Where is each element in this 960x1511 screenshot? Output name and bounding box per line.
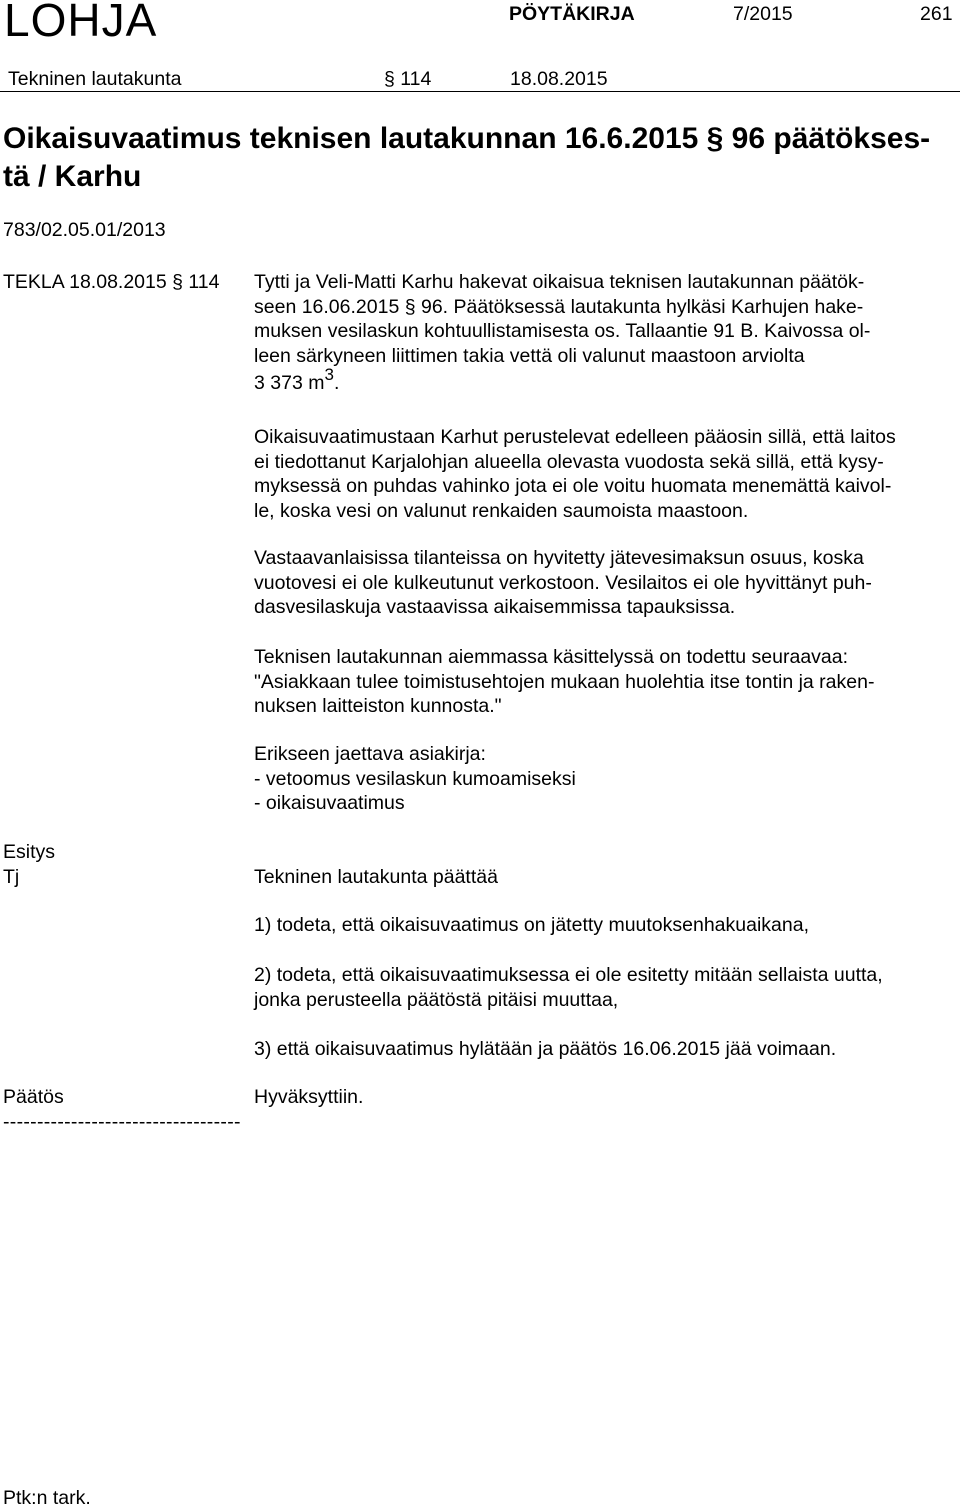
page-number: 261 bbox=[920, 3, 953, 25]
presenter-label: Tj bbox=[3, 866, 20, 888]
page-title bbox=[3, 120, 953, 196]
text-line: muksen vesilaskun kohtuullistamisesta os. Tallaantie 91 B. Kaivossa ol- bbox=[254, 320, 871, 342]
text-line: le, koska vesi on valunut renkaiden saumoista maastoon. bbox=[254, 499, 749, 522]
history-paragraph bbox=[254, 270, 954, 396]
diary-number: 783/02.05.01/2013 bbox=[3, 219, 166, 241]
paragraph-precedents bbox=[254, 546, 954, 620]
text-line: - oikaisuvaatimus bbox=[254, 792, 405, 814]
document-type: PÖYTÄKIRJA bbox=[509, 3, 635, 25]
text-line: 3) että oikaisuvaatimus hylätään ja päätös 16.06.2015 jää voimaan. bbox=[254, 1038, 837, 1060]
volume-end: . bbox=[333, 372, 340, 394]
board-name: Tekninen lautakunta bbox=[8, 68, 182, 90]
text-line: vuotovesi ei ole kulkeutunut verkostoon. Vesilaitos ei ole hyvittänyt puh- bbox=[254, 571, 872, 594]
paragraph-earlier-handling bbox=[254, 645, 954, 719]
meeting-date: 18.08.2015 bbox=[510, 68, 608, 90]
decision-text: Hyväksyttiin. bbox=[254, 1086, 364, 1108]
text-line: jonka perusteella päätöstä pitäisi muuttaa, bbox=[254, 988, 619, 1011]
paragraph-appeal-grounds bbox=[254, 425, 954, 523]
header-rule bbox=[0, 91, 960, 92]
title-line: Oikaisuvaatimus teknisen lautakunnan 16.6.2015 § 96 päätökses- bbox=[3, 122, 931, 155]
text-line: 1) todeta, että oikaisuvaatimus on jätetty muutoksenhakuaikana, bbox=[254, 914, 809, 936]
volume-line bbox=[254, 365, 954, 396]
section-number: § 114 bbox=[384, 68, 432, 90]
text-line: myksessä on puhdas vahinko jota ei ole voitu huomata menemättä kaivol- bbox=[254, 475, 892, 497]
text-line: Tytti ja Veli-Matti Karhu hakevat oikaisua teknisen lautakunnan päätök- bbox=[254, 271, 865, 293]
minutes-checker-label: Ptk:n tark. bbox=[3, 1487, 91, 1509]
proposal-item bbox=[254, 963, 954, 1012]
text-line: Teknisen lautakunnan aiemmassa käsittelyssä on todettu seuraavaa: bbox=[254, 646, 849, 668]
volume-amount: 3 373 m bbox=[254, 372, 325, 394]
issue-number: 7/2015 bbox=[733, 3, 793, 25]
decision-separator: ----------------------------------- bbox=[3, 1111, 241, 1133]
history-label: TEKLA 18.08.2015 § 114 bbox=[3, 271, 220, 293]
text-line: Vastaavanlaisissa tilanteissa on hyvitetty jätevesimaksun osuus, koska bbox=[254, 547, 864, 569]
text-line: seen 16.06.2015 § 96. Päätöksessä lautakunta hylkäsi Karhujen hake- bbox=[254, 295, 864, 318]
text-line: leen särkyneen liittimen takia vettä oli valunut maastoon arviolta bbox=[254, 344, 805, 367]
text-line: "Asiakkaan tulee toimistusehtojen mukaan huolehtia itse tontin ja raken- bbox=[254, 670, 875, 693]
title-line: tä / Karhu bbox=[3, 160, 142, 193]
municipality-logo: LOHJA bbox=[4, 0, 158, 46]
text-line: - vetoomus vesilaskun kumoamiseksi bbox=[254, 767, 576, 790]
text-line: 2) todeta, että oikaisuvaatimuksessa ei ole esitetty mitään sellaista uutta, bbox=[254, 964, 883, 986]
separate-documents bbox=[254, 742, 954, 816]
proposal-label: Esitys bbox=[3, 841, 56, 863]
proposal-intro: Tekninen lautakunta päättää bbox=[254, 866, 498, 888]
proposal-item bbox=[254, 1037, 954, 1062]
text-line: Oikaisuvaatimustaan Karhut perustelevat edelleen pääosin sillä, että laitos bbox=[254, 426, 896, 448]
text-line: dasvesilaskuja vastaavissa aikaisemmissa tapauksissa. bbox=[254, 596, 736, 618]
text-line: ei tiedottanut Karjalohjan alueella olevasta vuodosta sekä sillä, että kysy- bbox=[254, 450, 884, 473]
text-line: nuksen laitteiston kunnosta." bbox=[254, 695, 502, 717]
volume-unit-superscript: 3 bbox=[324, 365, 334, 384]
text-line: Erikseen jaettava asiakirja: bbox=[254, 743, 486, 765]
proposal-item bbox=[254, 913, 954, 938]
decision-label: Päätös bbox=[3, 1086, 64, 1108]
